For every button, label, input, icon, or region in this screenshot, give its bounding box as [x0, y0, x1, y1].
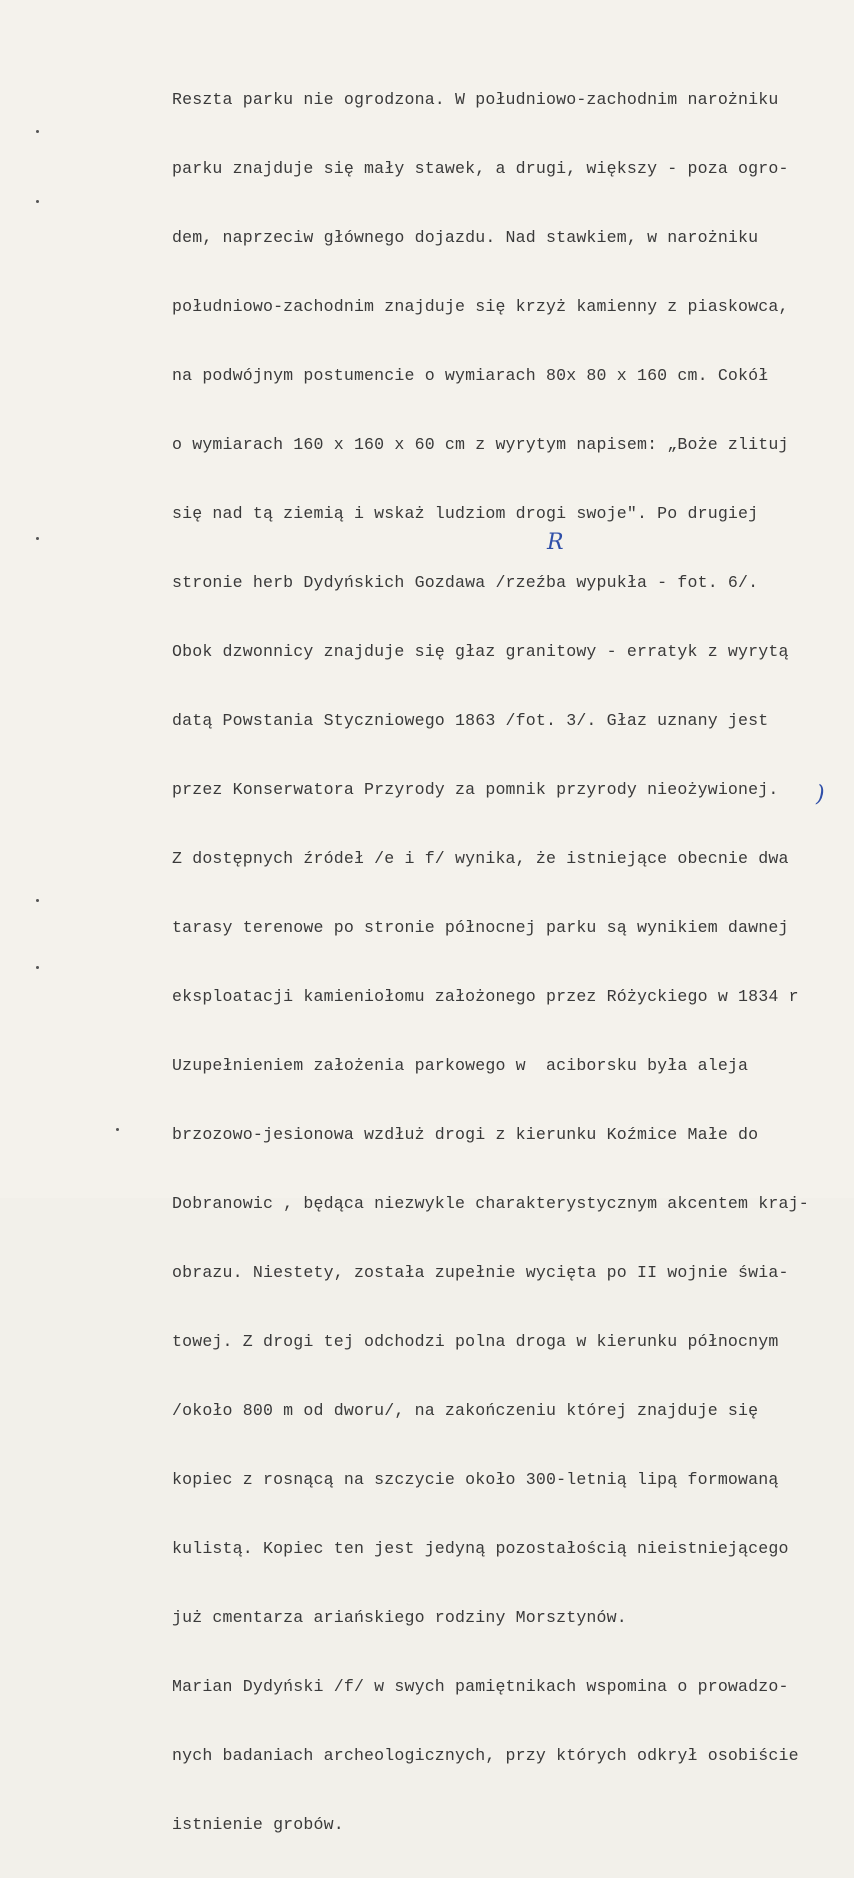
margin-dot — [36, 966, 39, 969]
text-line: brzozowo-jesionowa wzdłuż drogi z kierunku Koźmice Małe do — [172, 1125, 759, 1144]
margin-dot — [36, 899, 39, 902]
text-line: się nad tą ziemią i wskaż ludziom drogi swoje". Po drugiej — [172, 504, 759, 523]
handwritten-parenthesis: ) — [816, 782, 825, 807]
typed-text-block — [172, 46, 848, 1878]
text-line: parku znajduje się mały stawek, a drugi, większy - poza ogro- — [172, 159, 789, 178]
text-line: kopiec z rosnącą na szczycie około 300-letnią lipą formowaną — [172, 1470, 779, 1489]
text-line: Z dostępnych źródeł /e i f/ wynika, że istniejące obecnie dwa — [172, 849, 789, 868]
text-line: Uzupełnieniem założenia parkowego w aciborsku była aleja — [172, 1056, 749, 1075]
margin-dot — [36, 200, 39, 203]
text-line: na podwójnym postumencie o wymiarach 80x 80 x 160 cm. Cokół — [172, 366, 769, 385]
text-line: Dobranowic , będąca niezwykle charakterystycznym akcentem kraj- — [172, 1194, 809, 1213]
text-line: towej. Z drogi tej odchodzi polna droga w kierunku północnym — [172, 1332, 779, 1351]
text-line: istnienie grobów. — [172, 1815, 344, 1834]
text-line: Marian Dydyński /f/ w swych pamiętnikach wspomina o prowadzo- — [172, 1677, 789, 1696]
text-line: obrazu. Niestety, została zupełnie wycięta po II wojnie świa- — [172, 1263, 789, 1282]
text-line: już cmentarza ariańskiego rodziny Morsztynów. — [172, 1608, 627, 1627]
text-line: tarasy terenowe po stronie północnej parku są wynikiem dawnej — [172, 918, 789, 937]
text-line: eksploatacji kamieniołomu założonego przez Różyckiego w 1834 r — [172, 987, 799, 1006]
text-line: datą Powstania Styczniowego 1863 /fot. 3/. Głaz uznany jest — [172, 711, 769, 730]
text-line: Obok dzwonnicy znajduje się głaz granitowy - erratyk z wyrytą — [172, 642, 789, 661]
text-line: dem, naprzeciw głównego dojazdu. Nad stawkiem, w narożniku — [172, 228, 759, 247]
text-line: stronie herb Dydyńskich Gozdawa /rzeźba wypukła - fot. 6/. — [172, 573, 759, 592]
text-line: o wymiarach 160 x 160 x 60 cm z wyrytym napisem: „Boże zlituj — [172, 435, 789, 454]
text-line: /około 800 m od dworu/, na zakończeniu której znajduje się — [172, 1401, 759, 1420]
handwritten-r-correction: R — [547, 530, 564, 555]
text-line: kulistą. Kopiec ten jest jedyną pozostałością nieistniejącego — [172, 1539, 789, 1558]
margin-dot — [36, 130, 39, 133]
margin-dot — [36, 537, 39, 540]
text-line: przez Konserwatora Przyrody za pomnik przyrody nieożywionej. — [172, 780, 779, 799]
text-line: południowo-zachodnim znajduje się krzyż kamienny z piaskowca, — [172, 297, 789, 316]
text-line: Reszta parku nie ogrodzona. W południowo-zachodnim narożniku — [172, 90, 779, 109]
margin-dot — [116, 1128, 119, 1131]
text-line: nych badaniach archeologicznych, przy których odkrył osobiście — [172, 1746, 799, 1765]
